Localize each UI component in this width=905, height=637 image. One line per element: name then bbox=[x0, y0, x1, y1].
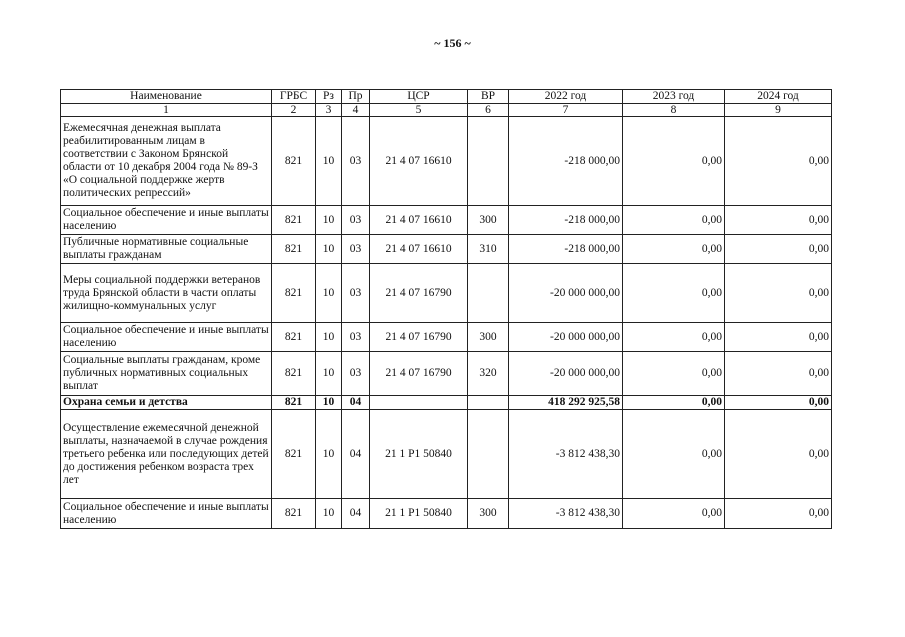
header-2023: 2023 год bbox=[623, 90, 725, 104]
table-row bbox=[61, 499, 832, 529]
row-rz: 10 bbox=[316, 206, 342, 235]
row-2023: 0,00 bbox=[623, 499, 725, 529]
row-rz: 10 bbox=[316, 323, 342, 352]
row-name: Социальное обеспечение и иные выплаты населению bbox=[61, 499, 272, 529]
header-name: Наименование bbox=[61, 90, 272, 104]
row-2022: 418 292 925,58 bbox=[509, 396, 623, 410]
table-row-section bbox=[61, 396, 832, 410]
row-vr: 300 bbox=[468, 499, 509, 529]
table-row bbox=[61, 323, 832, 352]
row-grbs: 821 bbox=[272, 499, 316, 529]
row-grbs: 821 bbox=[272, 323, 316, 352]
row-rz: 10 bbox=[316, 499, 342, 529]
row-csr: 21 1 P1 50840 bbox=[370, 410, 468, 499]
column-number: 8 bbox=[623, 104, 725, 117]
column-number: 5 bbox=[370, 104, 468, 117]
table-row bbox=[61, 206, 832, 235]
row-2024: 0,00 bbox=[725, 323, 832, 352]
row-vr: 310 bbox=[468, 235, 509, 264]
row-2024: 0,00 bbox=[725, 352, 832, 396]
row-name: Социальное обеспечение и иные выплаты населению bbox=[61, 323, 272, 352]
column-number: 7 bbox=[509, 104, 623, 117]
row-pr: 03 bbox=[342, 206, 370, 235]
column-number: 6 bbox=[468, 104, 509, 117]
row-pr: 04 bbox=[342, 410, 370, 499]
row-csr: 21 4 07 16790 bbox=[370, 323, 468, 352]
row-rz: 10 bbox=[316, 264, 342, 323]
row-pr: 04 bbox=[342, 396, 370, 410]
row-rz: 10 bbox=[316, 352, 342, 396]
row-csr: 21 4 07 16610 bbox=[370, 117, 468, 206]
row-grbs: 821 bbox=[272, 117, 316, 206]
row-2024: 0,00 bbox=[725, 206, 832, 235]
row-2022: -20 000 000,00 bbox=[509, 352, 623, 396]
row-csr: 21 4 07 16610 bbox=[370, 235, 468, 264]
row-csr: 21 4 07 16790 bbox=[370, 264, 468, 323]
header-grbs: ГРБС bbox=[272, 90, 316, 104]
row-name: Осуществление ежемесячной денежной выплаты, назначаемой в случае рождения третьего ребенка или последующих детей до достижения ребенком возраста трех лет bbox=[61, 410, 272, 499]
row-vr bbox=[468, 117, 509, 206]
row-rz: 10 bbox=[316, 396, 342, 410]
row-2023: 0,00 bbox=[623, 410, 725, 499]
row-rz: 10 bbox=[316, 410, 342, 499]
row-csr: 21 4 07 16790 bbox=[370, 352, 468, 396]
row-2023: 0,00 bbox=[623, 323, 725, 352]
row-grbs: 821 bbox=[272, 352, 316, 396]
column-number: 4 bbox=[342, 104, 370, 117]
column-number-row bbox=[61, 104, 832, 117]
row-2024: 0,00 bbox=[725, 499, 832, 529]
row-name: Меры социальной поддержки ветеранов труда Брянской области в части оплаты жилищно-коммунальных услуг bbox=[61, 264, 272, 323]
row-csr bbox=[370, 396, 468, 410]
row-2022: -20 000 000,00 bbox=[509, 264, 623, 323]
row-name: Публичные нормативные социальные выплаты гражданам bbox=[61, 235, 272, 264]
row-2024: 0,00 bbox=[725, 410, 832, 499]
header-csr: ЦСР bbox=[370, 90, 468, 104]
row-csr: 21 1 P1 50840 bbox=[370, 499, 468, 529]
row-2023: 0,00 bbox=[623, 264, 725, 323]
row-rz: 10 bbox=[316, 235, 342, 264]
header-rz: Рз bbox=[316, 90, 342, 104]
row-pr: 03 bbox=[342, 264, 370, 323]
page-number: ~ 156 ~ bbox=[434, 36, 471, 50]
row-name: Охрана семьи и детства bbox=[61, 396, 272, 410]
row-vr: 300 bbox=[468, 323, 509, 352]
row-2024: 0,00 bbox=[725, 396, 832, 410]
row-2022: -3 812 438,30 bbox=[509, 410, 623, 499]
header-2024: 2024 год bbox=[725, 90, 832, 104]
row-grbs: 821 bbox=[272, 410, 316, 499]
row-grbs: 821 bbox=[272, 264, 316, 323]
row-name: Ежемесячная денежная выплата реабилитированным лицам в соответствии с Законом Брянской области от 10 декабря 2004 года № 89-З «О социальной поддержке жертв политических репрессий» bbox=[61, 117, 272, 206]
row-name: Социальные выплаты гражданам, кроме публичных нормативных социальных выплат bbox=[61, 352, 272, 396]
table-row bbox=[61, 117, 832, 206]
row-grbs: 821 bbox=[272, 206, 316, 235]
row-rz: 10 bbox=[316, 117, 342, 206]
row-pr: 03 bbox=[342, 117, 370, 206]
column-number: 1 bbox=[61, 104, 272, 117]
table-row bbox=[61, 410, 832, 499]
row-vr: 320 bbox=[468, 352, 509, 396]
row-vr bbox=[468, 396, 509, 410]
row-grbs: 821 bbox=[272, 396, 316, 410]
row-2023: 0,00 bbox=[623, 206, 725, 235]
row-2022: -20 000 000,00 bbox=[509, 323, 623, 352]
row-pr: 03 bbox=[342, 235, 370, 264]
row-name: Социальное обеспечение и иные выплаты населению bbox=[61, 206, 272, 235]
budget-table bbox=[60, 89, 832, 529]
row-vr bbox=[468, 264, 509, 323]
row-2023: 0,00 bbox=[623, 235, 725, 264]
row-pr: 03 bbox=[342, 352, 370, 396]
header-vr: ВР bbox=[468, 90, 509, 104]
row-pr: 04 bbox=[342, 499, 370, 529]
row-2022: -218 000,00 bbox=[509, 235, 623, 264]
row-2024: 0,00 bbox=[725, 264, 832, 323]
row-2022: -3 812 438,30 bbox=[509, 499, 623, 529]
row-2024: 0,00 bbox=[725, 117, 832, 206]
row-2023: 0,00 bbox=[623, 117, 725, 206]
row-vr: 300 bbox=[468, 206, 509, 235]
row-2024: 0,00 bbox=[725, 235, 832, 264]
row-2023: 0,00 bbox=[623, 352, 725, 396]
row-csr: 21 4 07 16610 bbox=[370, 206, 468, 235]
header-row bbox=[61, 90, 832, 104]
table-row bbox=[61, 352, 832, 396]
row-2022: -218 000,00 bbox=[509, 117, 623, 206]
row-2023: 0,00 bbox=[623, 396, 725, 410]
column-number: 2 bbox=[272, 104, 316, 117]
column-number: 3 bbox=[316, 104, 342, 117]
table-row bbox=[61, 235, 832, 264]
row-vr bbox=[468, 410, 509, 499]
column-number: 9 bbox=[725, 104, 832, 117]
row-pr: 03 bbox=[342, 323, 370, 352]
table-row bbox=[61, 264, 832, 323]
header-2022: 2022 год bbox=[509, 90, 623, 104]
row-2022: -218 000,00 bbox=[509, 206, 623, 235]
header-pr: Пр bbox=[342, 90, 370, 104]
row-grbs: 821 bbox=[272, 235, 316, 264]
